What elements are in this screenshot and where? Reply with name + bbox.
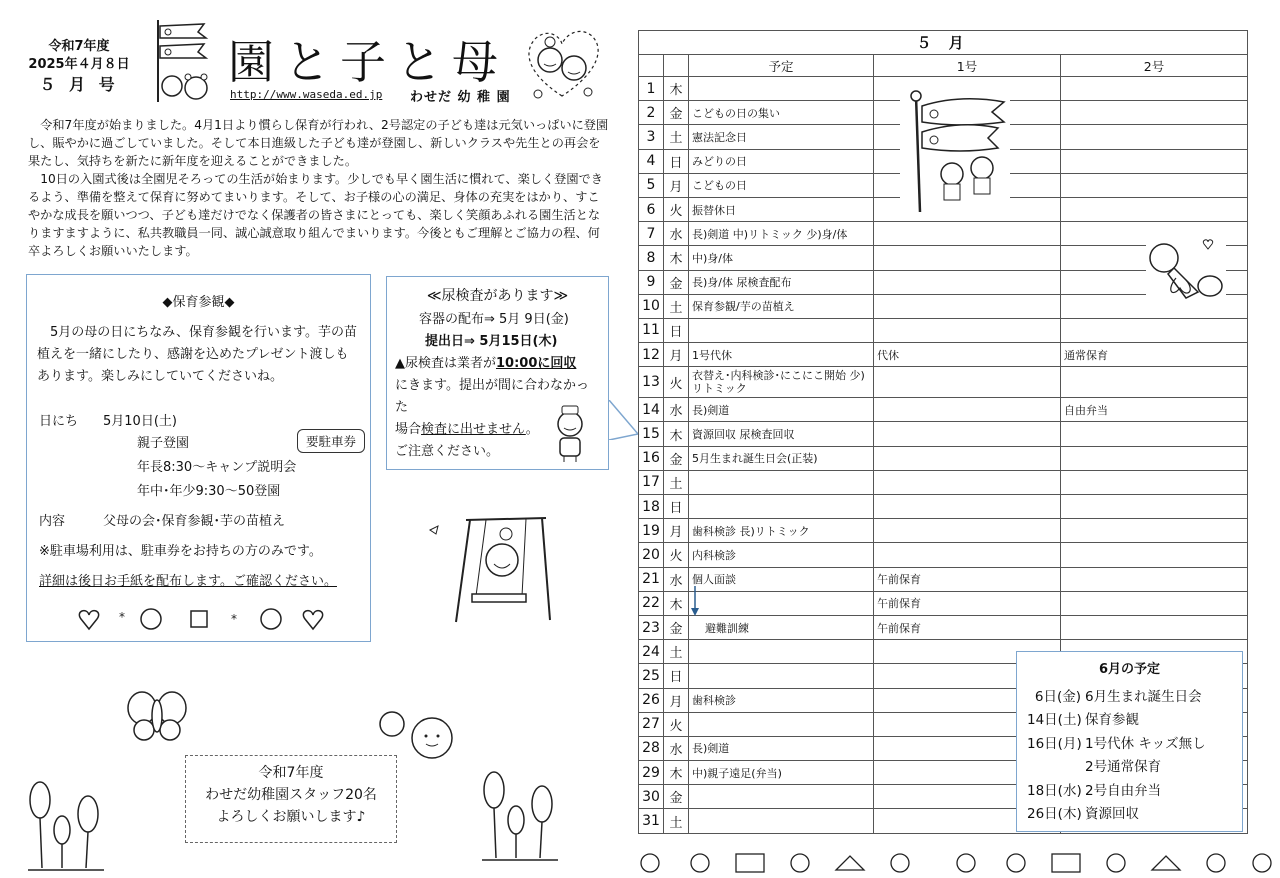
intro-text xyxy=(28,116,610,260)
tulip-icon xyxy=(26,778,106,874)
staff-line-3: よろしくお願いします♪ xyxy=(216,809,366,825)
day-number: 20 xyxy=(639,543,664,567)
day-number: 9 xyxy=(639,270,664,294)
type2-cell xyxy=(1061,173,1248,197)
parking-note: ※駐車場利用は、駐車券をお持ちの方のみです。 xyxy=(39,544,322,559)
plan-cell: こどもの日 xyxy=(689,173,874,197)
june-item-date: 16日(月) xyxy=(1027,735,1082,752)
type2-cell xyxy=(1061,567,1248,591)
calendar-row xyxy=(639,591,1248,615)
plan-cell: 避難訓練 xyxy=(689,615,874,639)
arrow-down-icon xyxy=(690,586,700,616)
weekday: 火 xyxy=(664,543,689,567)
type1-cell xyxy=(874,270,1061,294)
type2-cell xyxy=(1061,591,1248,615)
type1-cell xyxy=(874,398,1061,422)
type1-cell xyxy=(874,222,1061,246)
calendar-row xyxy=(639,470,1248,494)
day-number: 17 xyxy=(639,470,664,494)
june-item-text: 1号代休 キッズ無し xyxy=(1085,735,1206,752)
header-type-1: 1号 xyxy=(874,55,1061,77)
plan-cell: 長)剣道 中)リトミック 少)身/体 xyxy=(689,222,874,246)
intro-paragraph-1: 令和7年度が始まりました。4月1日より慣らし保育が行われ、2号認定の子ども達は元気いっぱいに登園し、賑やかに過ごしていました。そして本日進級した子ども達が登園し、新しいクラスや先生との再会を果たし、気持ちを新たに新年度を迎えることができました。 xyxy=(28,118,609,168)
header-weekday xyxy=(664,55,689,77)
type1-cell xyxy=(874,543,1061,567)
issue-info xyxy=(14,38,144,94)
koinobori-kids-icon xyxy=(900,88,1010,216)
type1-cell xyxy=(874,294,1061,318)
observation-notice-box xyxy=(26,274,371,642)
plan-cell xyxy=(689,77,874,101)
plan-cell: 1号代休 xyxy=(689,343,874,367)
type2-cell xyxy=(1061,615,1248,639)
day-number: 21 xyxy=(639,567,664,591)
plan-cell: 保育参観/芋の苗植え xyxy=(689,294,874,318)
plan-cell: 5月生まれ誕生日会(正装) xyxy=(689,446,874,470)
calendar-month: ５ 月 xyxy=(639,31,1248,55)
day-number: 10 xyxy=(639,294,664,318)
plan-cell: 長)剣道 xyxy=(689,736,874,760)
plan-cell xyxy=(689,785,874,809)
weekday: 日 xyxy=(664,495,689,519)
plan-cell xyxy=(689,809,874,833)
weekday: 木 xyxy=(664,77,689,101)
day-number: 29 xyxy=(639,761,664,785)
warning-line-1 xyxy=(395,353,600,375)
plan-cell: 憲法記念日 xyxy=(689,125,874,149)
june-item-date: 18日(水) xyxy=(1027,782,1082,799)
type1-cell xyxy=(874,246,1061,270)
type1-cell: 午前保育 xyxy=(874,591,1061,615)
type1-cell xyxy=(874,318,1061,342)
weekday: 土 xyxy=(664,125,689,149)
butterfly-icon xyxy=(124,684,190,744)
plan-cell: 振替休日 xyxy=(689,197,874,221)
calendar-row xyxy=(639,398,1248,422)
day-number: 11 xyxy=(639,318,664,342)
weekday: 金 xyxy=(664,785,689,809)
calendar-row xyxy=(639,567,1248,591)
type2-cell xyxy=(1061,318,1248,342)
day-number: 28 xyxy=(639,736,664,760)
day-number: 8 xyxy=(639,246,664,270)
header-day xyxy=(639,55,664,77)
june-item xyxy=(1027,733,1232,757)
type2-cell xyxy=(1061,519,1248,543)
day-number: 6 xyxy=(639,197,664,221)
weekday: 火 xyxy=(664,367,689,398)
plan-cell xyxy=(689,470,874,494)
warning-cannot-submit: 検査に出せません xyxy=(421,422,526,437)
warning-case: 場合 xyxy=(395,422,422,437)
day-number: 5 xyxy=(639,173,664,197)
day-number: 26 xyxy=(639,688,664,712)
calendar-row xyxy=(639,422,1248,446)
warning-period: 。 xyxy=(525,422,539,437)
issue-date: 2025年４月８日 xyxy=(28,57,130,72)
hearts-decoration-icon xyxy=(71,605,331,635)
day-number: 23 xyxy=(639,615,664,639)
plan-cell: 中)親子遠足(弁当) xyxy=(689,761,874,785)
bouquet-icon xyxy=(1146,236,1226,308)
day-number: 25 xyxy=(639,664,664,688)
weekday: 木 xyxy=(664,246,689,270)
plan-cell xyxy=(689,591,874,615)
type2-cell xyxy=(1061,101,1248,125)
header-type-2: 2号 xyxy=(1061,55,1248,77)
type1-cell xyxy=(874,470,1061,494)
june-title: 6月の予定 xyxy=(1098,662,1161,677)
weekday: 日 xyxy=(664,318,689,342)
june-item-text: 6月生まれ誕生日会 xyxy=(1085,688,1202,705)
observation-body: 5月の母の日にちなみ、保育参観を行います。芋の苗植えを一緒にしたり、感謝を込めたプレゼント渡しもあります。楽しみにしていてくださいね。 xyxy=(37,325,358,384)
urine-title: ≪尿検査があります≫ xyxy=(426,288,569,304)
svg-text:*: * xyxy=(231,612,237,626)
plan-cell xyxy=(689,664,874,688)
june-item-text: 保育参観 xyxy=(1085,712,1139,728)
weekday: 木 xyxy=(664,422,689,446)
day-number: 4 xyxy=(639,149,664,173)
weekday: 土 xyxy=(664,294,689,318)
weekday: 土 xyxy=(664,640,689,664)
type2-cell xyxy=(1061,495,1248,519)
parking-badge: 要駐車券 xyxy=(297,429,365,453)
plan-cell xyxy=(689,318,874,342)
details-note: 詳細は後日お手紙を配布します。ご確認ください。 xyxy=(39,574,337,589)
day-number: 30 xyxy=(639,785,664,809)
june-item xyxy=(1027,709,1232,733)
collection-time: 10:00に回収 xyxy=(496,356,577,371)
plan-cell: 内科検診 xyxy=(689,543,874,567)
plan-cell: 中)身/体 xyxy=(689,246,874,270)
type1-cell: 代休 xyxy=(874,343,1061,367)
day-number: 27 xyxy=(639,712,664,736)
koinobori-flags-icon xyxy=(150,16,222,106)
date-label: 日にち xyxy=(39,414,79,429)
day-number: 13 xyxy=(639,367,664,398)
content-value: 父母の会･保育参観･芋の苗植え xyxy=(103,514,286,529)
container-distribution: 容器の配布⇒ 5月 9日(金) xyxy=(419,312,569,327)
calendar-row xyxy=(639,367,1248,398)
type1-cell xyxy=(874,422,1061,446)
weekday: 日 xyxy=(664,149,689,173)
weekday: 金 xyxy=(664,270,689,294)
intro-paragraph-2: 10日の入園式後は全園児そろっての生活が始まります。少しでも早く園生活に慣れて、楽しく登園できるよう、準備を整えて保育に努めてまいります。そして、お子様の心の満足、身体の充実をはかり、すこやかな成長を願いつつ、子ども達だけでなく保護者の皆さまにとっても、楽しく笑顔あふれる園生活となりますますように、私共教職員一同、誠心誠意取り組んでまいります。今後ともご理解とご協力の程、何卒よろしくお願いいたします。 xyxy=(28,172,603,258)
tulip-icon-right xyxy=(480,768,560,864)
plan-cell xyxy=(689,712,874,736)
weekday: 土 xyxy=(664,809,689,833)
plan-cell: こどもの日の集い xyxy=(689,101,874,125)
day-number: 12 xyxy=(639,343,664,367)
warning-line-2: にきます。提出が間に合わなかった xyxy=(395,378,589,415)
june-item-date: 14日(土) xyxy=(1027,712,1082,728)
schedule-line-3: 年中･年少9:30～50登園 xyxy=(137,484,281,499)
type2-cell xyxy=(1061,367,1248,398)
type1-cell xyxy=(874,367,1061,398)
weekday: 月 xyxy=(664,688,689,712)
day-number: 14 xyxy=(639,398,664,422)
content-label: 内容 xyxy=(39,514,66,529)
date-value: 5月10日(土) xyxy=(103,414,177,429)
type2-cell xyxy=(1061,77,1248,101)
type2-cell xyxy=(1061,422,1248,446)
weekday: 火 xyxy=(664,197,689,221)
day-number: 15 xyxy=(639,422,664,446)
day-number: 3 xyxy=(639,125,664,149)
june-item-text: 2号自由弁当 xyxy=(1085,782,1162,799)
day-number: 19 xyxy=(639,519,664,543)
type2-cell xyxy=(1061,125,1248,149)
type1-cell: 午前保育 xyxy=(874,615,1061,639)
type1-cell: 午前保育 xyxy=(874,567,1061,591)
weekday: 木 xyxy=(664,761,689,785)
weekday: 日 xyxy=(664,664,689,688)
type1-cell xyxy=(874,519,1061,543)
weekday: 水 xyxy=(664,222,689,246)
weekday: 水 xyxy=(664,567,689,591)
june-item xyxy=(1027,686,1232,710)
day-number: 2 xyxy=(639,101,664,125)
plan-cell: 長)身/体 尿検査配布 xyxy=(689,270,874,294)
june-item xyxy=(1027,803,1232,827)
day-number: 7 xyxy=(639,222,664,246)
june-item xyxy=(1027,780,1232,804)
calendar-row xyxy=(639,318,1248,342)
day-number: 16 xyxy=(639,446,664,470)
kids-heart-icon xyxy=(518,22,608,106)
calendar-row xyxy=(639,519,1248,543)
observation-title: ◆保育参観◆ xyxy=(162,295,235,310)
issue-month: ５ 月 号 xyxy=(39,75,119,94)
plan-cell: 歯科検診 xyxy=(689,688,874,712)
type2-cell xyxy=(1061,149,1248,173)
weekday: 木 xyxy=(664,591,689,615)
warning-prefix: ▲尿検査は業者が xyxy=(395,356,496,371)
day-number: 31 xyxy=(639,809,664,833)
type2-cell xyxy=(1061,197,1248,221)
calendar-row xyxy=(639,543,1248,567)
school-name: わせだ 幼 稚 園 xyxy=(410,90,511,105)
plan-cell: 資源回収 尿検査回収 xyxy=(689,422,874,446)
weekday: 金 xyxy=(664,101,689,125)
calendar-row xyxy=(639,615,1248,639)
submission-date: 提出日⇒ 5月15日(木) xyxy=(425,334,558,349)
day-number: 22 xyxy=(639,591,664,615)
schedule-line-2: 年長8:30～キャンプ説明会 xyxy=(137,460,297,475)
schedule-line-1: 親子登園 xyxy=(137,436,190,451)
plan-cell xyxy=(689,640,874,664)
weekday: 金 xyxy=(664,446,689,470)
svg-text:*: * xyxy=(119,610,125,624)
day-number: 1 xyxy=(639,77,664,101)
calendar-row xyxy=(639,446,1248,470)
june-item-date: 6日(金) xyxy=(1034,688,1081,705)
staff-line-2: わせだ幼稚園スタッフ20名 xyxy=(205,787,377,803)
plan-cell: 個人面談 xyxy=(689,567,874,591)
website-link[interactable]: http://www.waseda.ed.jp xyxy=(230,88,383,101)
june-item xyxy=(1027,756,1232,780)
calendar-row xyxy=(639,495,1248,519)
staff-line-1: 令和7年度 xyxy=(258,765,324,781)
issue-era: 令和7年度 xyxy=(48,39,110,54)
type2-cell xyxy=(1061,470,1248,494)
day-number: 18 xyxy=(639,495,664,519)
plan-cell: 歯科検診 長)リトミック xyxy=(689,519,874,543)
type2-cell xyxy=(1061,446,1248,470)
plan-cell: 衣替え･内科検診･にこにこ開始 少)リトミック xyxy=(689,367,874,398)
staff-greeting-box xyxy=(185,755,397,843)
weekday: 火 xyxy=(664,712,689,736)
june-schedule-box xyxy=(1016,651,1243,832)
type2-cell xyxy=(1061,543,1248,567)
weekday: 月 xyxy=(664,343,689,367)
type2-cell: 自由弁当 xyxy=(1061,398,1248,422)
header-plan: 予定 xyxy=(689,55,874,77)
day-number: 24 xyxy=(639,640,664,664)
warning-line-4: ご注意ください。 xyxy=(395,444,500,459)
weekday: 金 xyxy=(664,615,689,639)
plan-cell: みどりの日 xyxy=(689,149,874,173)
nurse-icon xyxy=(548,402,592,464)
type1-cell xyxy=(874,446,1061,470)
newsletter-title: 園と子と母 xyxy=(228,35,508,89)
weekday: 水 xyxy=(664,736,689,760)
callout-pointer xyxy=(608,400,640,440)
weekday: 水 xyxy=(664,398,689,422)
calendar-row xyxy=(639,343,1248,367)
june-item-text: 2号通常保育 xyxy=(1085,759,1162,775)
type1-cell xyxy=(874,495,1061,519)
weekday: 月 xyxy=(664,173,689,197)
plan-cell: 長)剣道 xyxy=(689,398,874,422)
type2-cell: 通常保育 xyxy=(1061,343,1248,367)
weekday: 月 xyxy=(664,519,689,543)
footer-decoration-icon xyxy=(636,850,1280,876)
june-item-date: 26日(木) xyxy=(1027,806,1082,822)
plan-cell xyxy=(689,495,874,519)
swing-child-icon xyxy=(426,510,556,630)
june-item-text: 資源回収 xyxy=(1085,806,1139,822)
weekday: 土 xyxy=(664,470,689,494)
